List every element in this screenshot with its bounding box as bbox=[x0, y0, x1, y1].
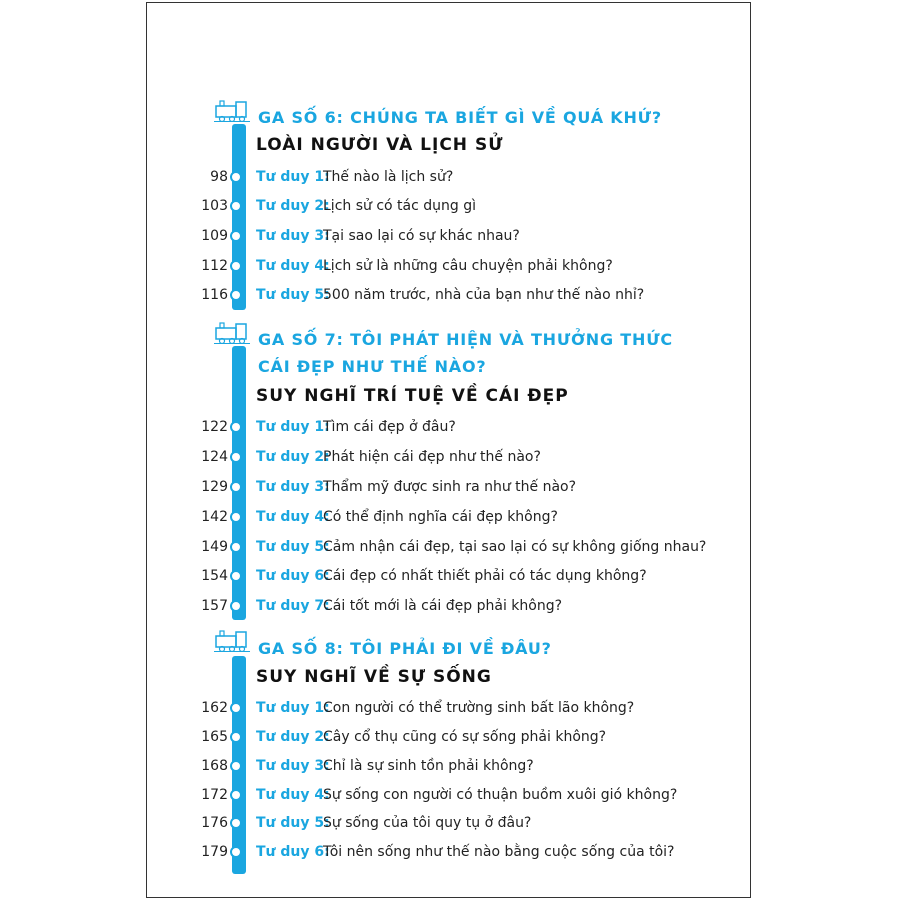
entry-label: Tư duy 7: bbox=[256, 598, 330, 614]
stop-dot-icon bbox=[230, 481, 242, 493]
toc-entry[interactable] bbox=[190, 416, 750, 438]
toc-entry[interactable] bbox=[190, 446, 750, 468]
entry-label: Tư duy 2: bbox=[256, 198, 330, 214]
station-title: GA SỐ 8: TÔI PHẢI ĐI VỀ ĐÂU? bbox=[258, 639, 552, 658]
entry-label: Tư duy 1: bbox=[256, 169, 330, 185]
stop-dot-icon bbox=[230, 421, 242, 433]
entry-label: Tư duy 3: bbox=[256, 479, 330, 495]
stop-dot-icon bbox=[230, 702, 242, 714]
stop-dot-icon bbox=[230, 541, 242, 553]
entry-label: Tư duy 4: bbox=[256, 258, 330, 274]
entry-title: Con người có thể trường sinh bất lão không? bbox=[323, 700, 635, 716]
stop-dot-icon bbox=[230, 817, 242, 829]
stop-dot-icon bbox=[230, 171, 242, 183]
entry-label: Tư duy 5: bbox=[256, 539, 330, 555]
page-number: 103 bbox=[201, 198, 228, 214]
page-number: 179 bbox=[201, 844, 228, 860]
section-subtitle: SUY NGHĨ VỀ SỰ SỐNG bbox=[256, 667, 492, 687]
train-icon bbox=[214, 630, 250, 652]
toc-entry[interactable] bbox=[190, 536, 750, 558]
entry-title: Thế nào là lịch sử? bbox=[323, 169, 454, 185]
entry-label: Tư duy 6: bbox=[256, 844, 330, 860]
entry-title: Sự sống của tôi quy tụ ở đâu? bbox=[323, 815, 532, 831]
stop-dot-icon bbox=[230, 570, 242, 582]
entry-label: Tư duy 6: bbox=[256, 568, 330, 584]
page-number: 149 bbox=[201, 539, 228, 555]
entry-title: Chỉ là sự sinh tồn phải không? bbox=[323, 758, 534, 774]
page-number: 142 bbox=[201, 509, 228, 525]
entry-title: Cảm nhận cái đẹp, tại sao lại có sự không giống nhau? bbox=[323, 539, 707, 555]
entry-title: 500 năm trước, nhà của bạn như thế nào nhỉ? bbox=[323, 287, 645, 303]
entry-label: Tư duy 4: bbox=[256, 787, 330, 803]
toc-entry[interactable] bbox=[190, 841, 750, 863]
toc-entry[interactable] bbox=[190, 476, 750, 498]
page-number: 116 bbox=[201, 287, 228, 303]
page-number: 122 bbox=[201, 419, 228, 435]
entry-label: Tư duy 5: bbox=[256, 287, 330, 303]
stop-dot-icon bbox=[230, 731, 242, 743]
toc-entry[interactable] bbox=[190, 506, 750, 528]
page-number: 165 bbox=[201, 729, 228, 745]
entry-label: Tư duy 4: bbox=[256, 509, 330, 525]
section-subtitle: SUY NGHĨ TRÍ TUỆ VỀ CÁI ĐẸP bbox=[256, 386, 569, 406]
page-number: 172 bbox=[201, 787, 228, 803]
toc-entry[interactable] bbox=[190, 284, 750, 306]
stop-dot-icon bbox=[230, 451, 242, 463]
toc-entry[interactable] bbox=[190, 565, 750, 587]
timeline-rail bbox=[232, 124, 246, 310]
page-number: 162 bbox=[201, 700, 228, 716]
entry-title: Có thể định nghĩa cái đẹp không? bbox=[323, 509, 558, 525]
page-number: 176 bbox=[201, 815, 228, 831]
page-number: 124 bbox=[201, 449, 228, 465]
entry-label: Tư duy 3: bbox=[256, 758, 330, 774]
stop-dot-icon bbox=[230, 846, 242, 858]
toc-entry[interactable] bbox=[190, 697, 750, 719]
section-subtitle: LOÀI NGƯỜI VÀ LỊCH SỬ bbox=[256, 135, 504, 155]
entry-title: Cái đẹp có nhất thiết phải có tác dụng không? bbox=[323, 568, 647, 584]
stop-dot-icon bbox=[230, 600, 242, 612]
entry-label: Tư duy 3: bbox=[256, 228, 330, 244]
entry-title: Sự sống con người có thuận buồm xuôi gió không? bbox=[323, 787, 678, 803]
page-number: 98 bbox=[210, 169, 228, 185]
toc-entry[interactable] bbox=[190, 755, 750, 777]
entry-title: Phát hiện cái đẹp như thế nào? bbox=[323, 449, 541, 465]
entry-title: Tôi nên sống như thế nào bằng cuộc sống của tôi? bbox=[323, 844, 675, 860]
entry-title: Tại sao lại có sự khác nhau? bbox=[323, 228, 520, 244]
toc-entry[interactable] bbox=[190, 255, 750, 277]
page-number: 154 bbox=[201, 568, 228, 584]
toc-entry[interactable] bbox=[190, 166, 750, 188]
stop-dot-icon bbox=[230, 230, 242, 242]
entry-title: Lịch sử có tác dụng gì bbox=[323, 198, 477, 214]
toc-entry[interactable] bbox=[190, 595, 750, 617]
entry-title: Cây cổ thụ cũng có sự sống phải không? bbox=[323, 729, 607, 745]
toc-entry[interactable] bbox=[190, 726, 750, 748]
page-number: 112 bbox=[201, 258, 228, 274]
toc-entry[interactable] bbox=[190, 784, 750, 806]
entry-title: Thẩm mỹ được sinh ra như thế nào? bbox=[323, 479, 577, 495]
entry-label: Tư duy 5: bbox=[256, 815, 330, 831]
stop-dot-icon bbox=[230, 760, 242, 772]
page-number: 129 bbox=[201, 479, 228, 495]
page-number: 157 bbox=[201, 598, 228, 614]
station-title: GA SỐ 6: CHÚNG TA BIẾT GÌ VỀ QUÁ KHỨ? bbox=[258, 108, 662, 127]
entry-title: Cái tốt mới là cái đẹp phải không? bbox=[323, 598, 563, 614]
page-number: 109 bbox=[201, 228, 228, 244]
toc-entry[interactable] bbox=[190, 195, 750, 217]
train-icon bbox=[214, 100, 250, 122]
page-number: 168 bbox=[201, 758, 228, 774]
entry-title: Lịch sử là những câu chuyện phải không? bbox=[323, 258, 613, 274]
entry-label: Tư duy 2: bbox=[256, 729, 330, 745]
toc-entry[interactable] bbox=[190, 812, 750, 834]
entry-label: Tư duy 2: bbox=[256, 449, 330, 465]
entry-label: Tư duy 1: bbox=[256, 700, 330, 716]
stop-dot-icon bbox=[230, 260, 242, 272]
entry-label: Tư duy 1: bbox=[256, 419, 330, 435]
entry-title: Tìm cái đẹp ở đâu? bbox=[323, 419, 456, 435]
station-title: GA SỐ 7: TÔI PHÁT HIỆN VÀ THƯỞNG THỨC bbox=[258, 330, 673, 349]
stop-dot-icon bbox=[230, 289, 242, 301]
stop-dot-icon bbox=[230, 789, 242, 801]
train-icon bbox=[214, 322, 250, 344]
stop-dot-icon bbox=[230, 200, 242, 212]
stop-dot-icon bbox=[230, 511, 242, 523]
station-title-line2: CÁI ĐẸP NHƯ THẾ NÀO? bbox=[258, 357, 487, 376]
toc-entry[interactable] bbox=[190, 225, 750, 247]
